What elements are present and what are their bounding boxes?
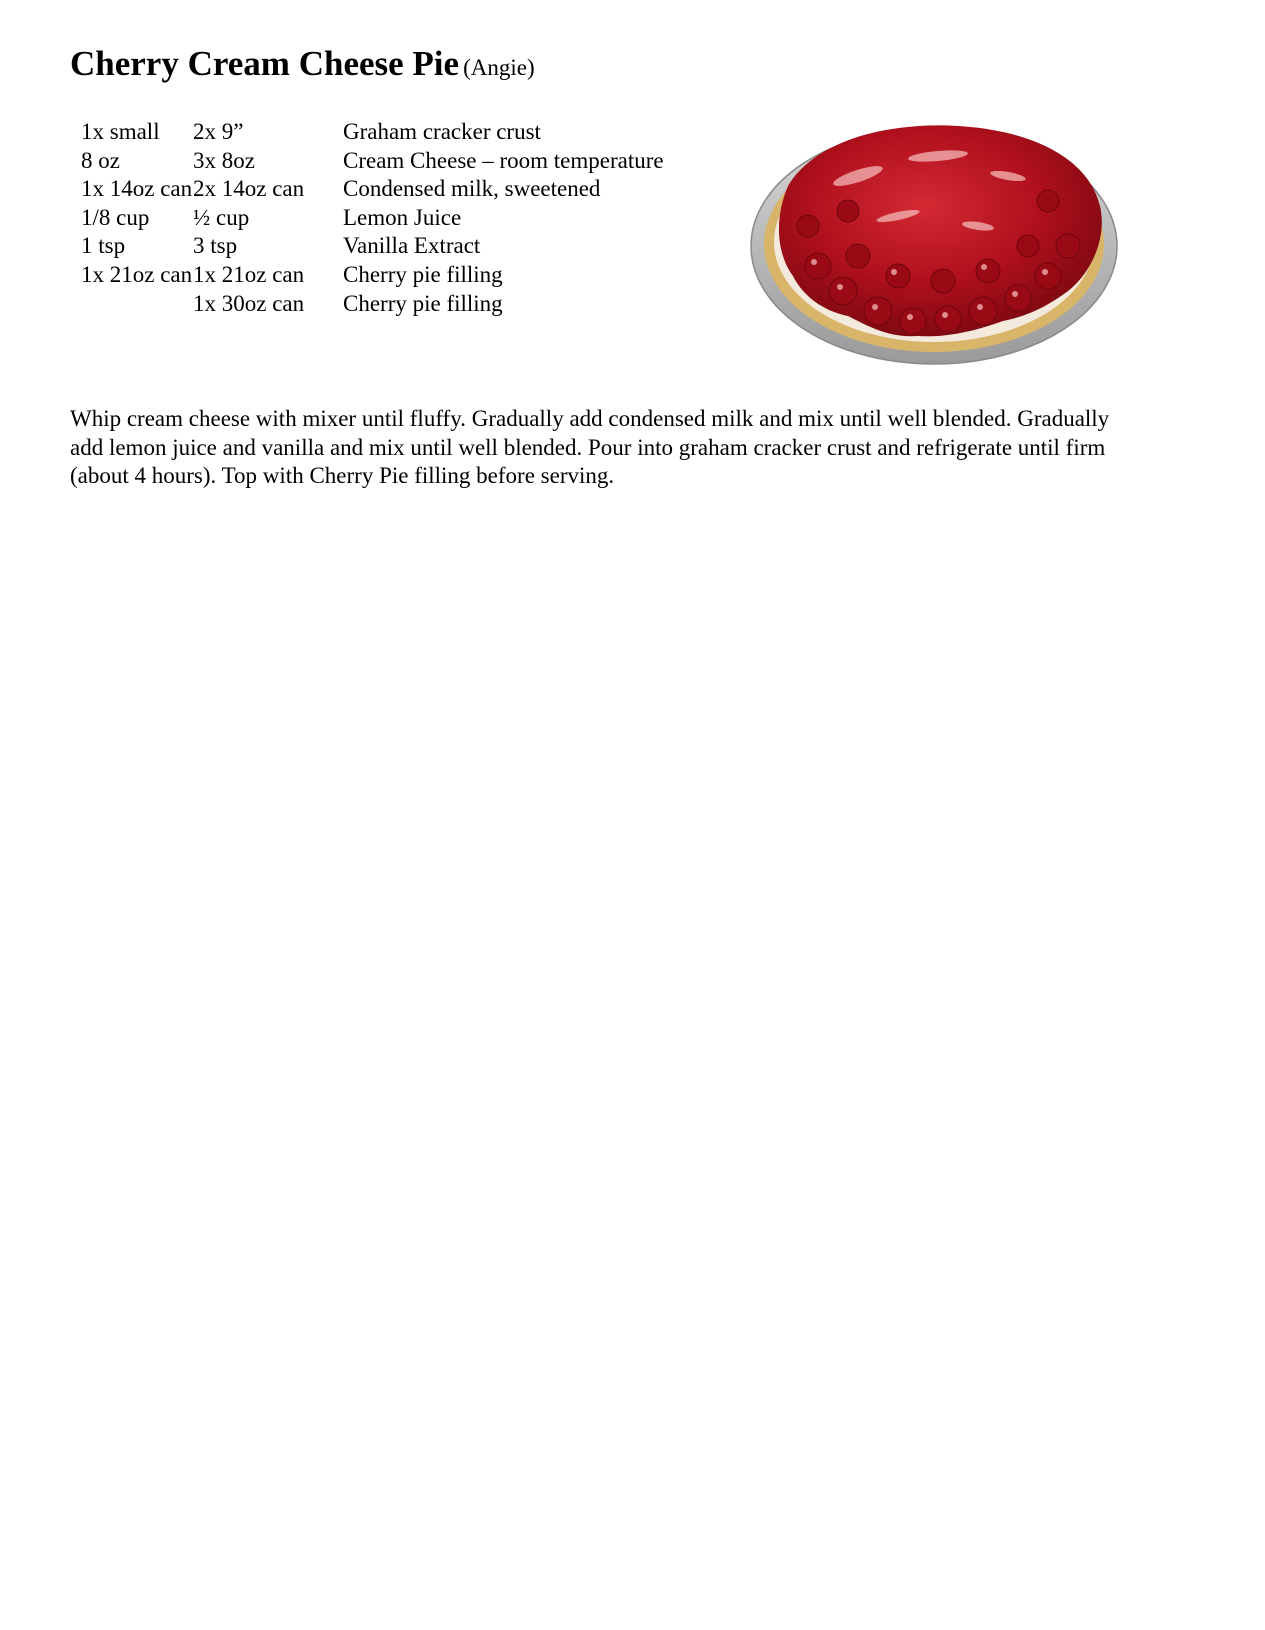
ingredient-row	[70, 118, 723, 147]
cherry-pie-photo-icon	[748, 116, 1120, 368]
ingredient-row	[70, 175, 723, 204]
small-batch-amount: 1 tsp	[81, 233, 126, 259]
large-batch-amount: 3 tsp	[193, 233, 238, 259]
large-batch-amount: 2x 9”	[193, 119, 244, 144]
ingredient-name: Condensed milk, sweetened	[343, 176, 601, 202]
recipe-instructions: Whip cream cheese with mixer until fluffy. Gradually add condensed milk and mix until well blended. Gradually add lemon juice and vanilla and mix until well blended. Pour into graham cracker crust and refrigerate until firm (about 4 hours). Top with Cherry Pie filling before serving.	[70, 406, 1110, 489]
ingredient-row	[70, 290, 723, 319]
recipe-author: (Angie)	[463, 55, 535, 80]
small-batch-amount: 8 oz	[81, 147, 120, 173]
large-batch-amount: ½ cup	[193, 204, 250, 230]
ingredient-name: Graham cracker crust	[343, 119, 541, 144]
ingredients-table	[70, 118, 723, 318]
recipe-title: Cherry Cream Cheese Pie	[70, 44, 460, 83]
ingredient-row	[70, 232, 723, 261]
ingredient-row	[70, 147, 723, 176]
ingredient-name: Cherry pie filling	[343, 290, 503, 316]
small-batch-amount: 1x 21oz can	[81, 261, 193, 287]
large-batch-amount: 1x 30oz can	[193, 290, 305, 316]
large-batch-amount: 2x 14oz can	[193, 176, 305, 202]
ingredient-name: Lemon Juice	[343, 204, 462, 230]
ingredient-row	[70, 261, 723, 290]
title-line	[70, 44, 535, 84]
small-batch-amount: 1x small	[81, 119, 160, 144]
small-batch-amount: 1/8 cup	[81, 204, 150, 230]
ingredient-name: Vanilla Extract	[343, 233, 481, 259]
ingredient-row	[70, 204, 723, 233]
small-batch-amount	[70, 290, 193, 319]
small-batch-amount: 1x 14oz can	[81, 176, 193, 202]
large-batch-amount: 3x 8oz	[193, 147, 255, 173]
ingredient-name: Cherry pie filling	[343, 261, 503, 287]
ingredient-name: Cream Cheese – room temperature	[343, 147, 664, 173]
large-batch-amount: 1x 21oz can	[193, 261, 305, 287]
